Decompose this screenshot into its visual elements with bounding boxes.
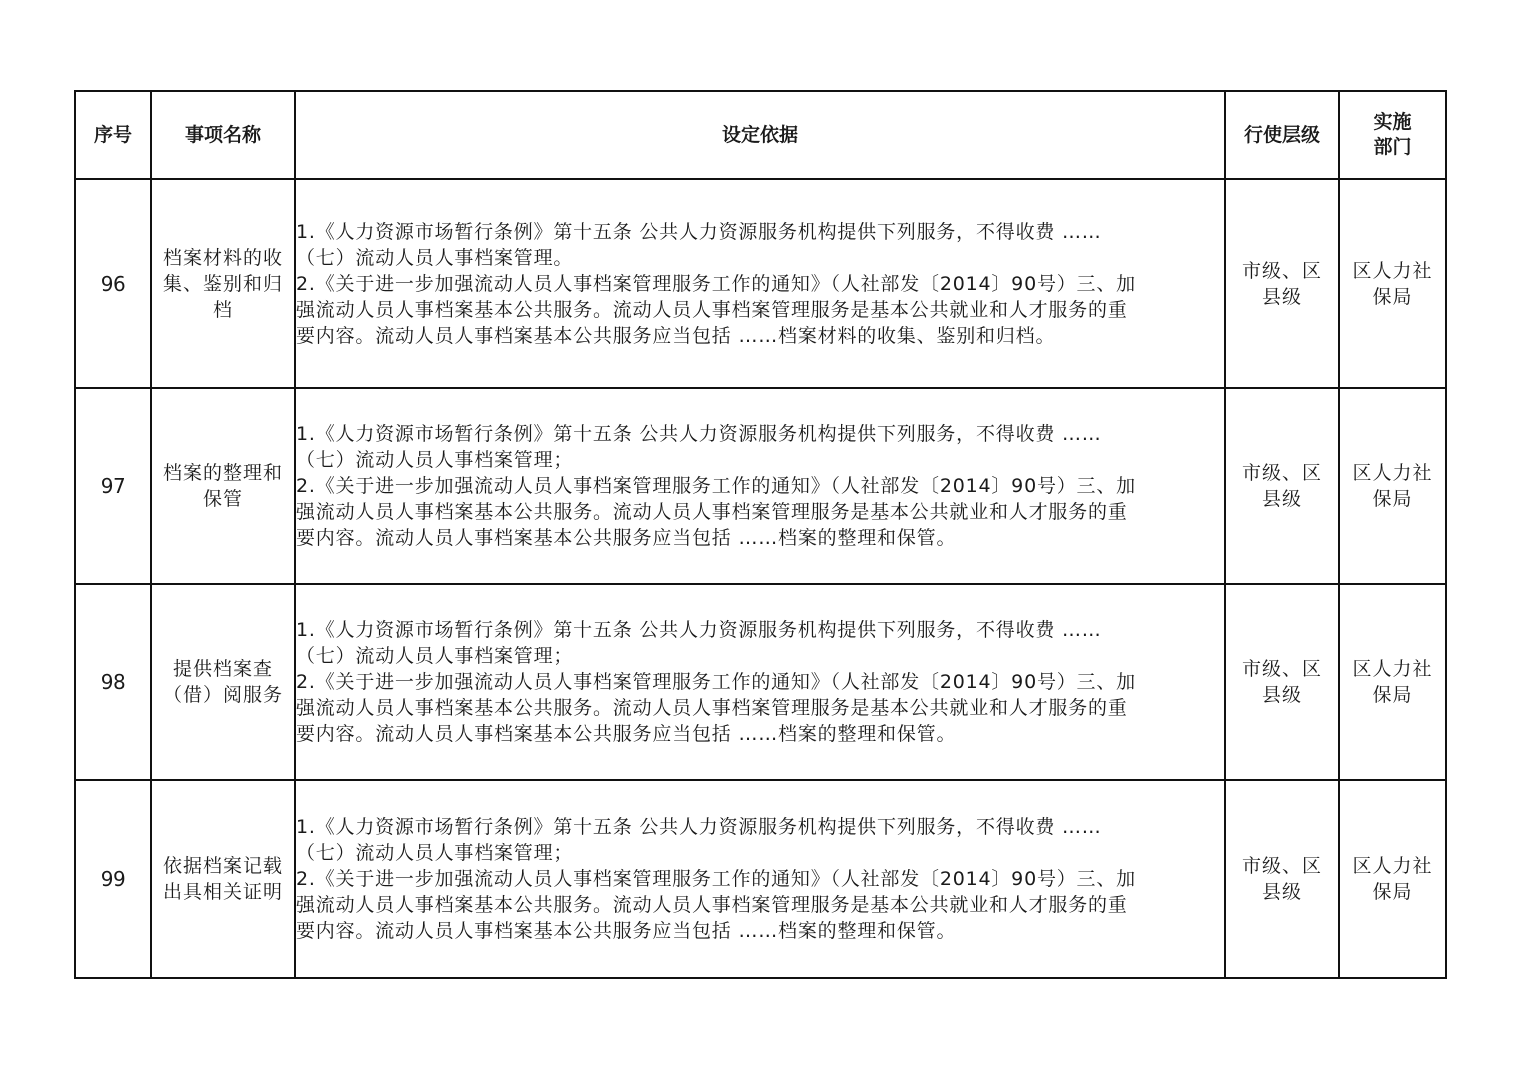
row-level [1225,179,1339,388]
dept-line: 保局 [1372,684,1413,706]
basis-line: （七）流动人员人事档案管理； [296,842,574,864]
item-name-line: 集、鉴别和归 [162,272,283,295]
level-line: 县级 [1261,881,1302,903]
item-name-line: （借）阅服务 [162,684,283,706]
basis-line: （七）流动人员人事档案管理； [296,449,574,471]
header-name: 事项名称 [151,91,295,179]
header-dept-line2: 部门 [1373,136,1412,158]
header-seq: 序号 [75,91,151,179]
basis-line: 2.《关于进一步加强流动人员人事档案管理服务工作的通知》（人社部发〔2014〕90号）三、加 [296,475,1136,497]
dept-line: 区人力社 [1352,658,1433,680]
table-row [75,179,1446,388]
row-level [1225,388,1339,584]
row-basis [295,584,1225,780]
basis-line: 强流动人员人事档案基本公共服务。流动人员人事档案管理服务是基本公共就业和人才服务的重 [296,298,1128,321]
basis-line: 强流动人员人事档案基本公共服务。流动人员人事档案管理服务是基本公共就业和人才服务的重 [296,894,1128,916]
basis-line: 要内容。流动人员人事档案基本公共服务应当包括 ……档案的整理和保管。 [296,920,957,942]
basis-line: 要内容。流动人员人事档案基本公共服务应当包括 ……档案的整理和保管。 [296,527,957,549]
level-line: 县级 [1261,488,1302,510]
row-seq: 99 [75,780,151,978]
table-row [75,584,1446,780]
level-line: 市级、区 [1241,658,1322,680]
basis-line: 1.《人力资源市场暂行条例》第十五条 公共人力资源服务机构提供下列服务，不得收费 …… [296,816,1102,838]
basis-line: 1.《人力资源市场暂行条例》第十五条 公共人力资源服务机构提供下列服务，不得收费 …… [296,619,1102,641]
row-dept [1339,388,1446,584]
row-level [1225,780,1339,978]
basis-line: 要内容。流动人员人事档案基本公共服务应当包括 ……档案材料的收集、鉴别和归档。 [296,324,1056,347]
dept-line: 保局 [1372,881,1413,903]
item-name-line: 档案材料的收 [162,246,283,269]
dept-line: 区人力社 [1352,855,1433,877]
table-header-row [75,91,1446,179]
basis-line: 1.《人力资源市场暂行条例》第十五条 公共人力资源服务机构提供下列服务，不得收费 …… [296,220,1102,243]
dept-line: 区人力社 [1352,259,1433,282]
row-level [1225,584,1339,780]
row-item-name [151,388,295,584]
basis-line: 1.《人力资源市场暂行条例》第十五条 公共人力资源服务机构提供下列服务，不得收费 …… [296,423,1102,445]
header-level: 行使层级 [1225,91,1339,179]
row-dept [1339,179,1446,388]
basis-line: 要内容。流动人员人事档案基本公共服务应当包括 ……档案的整理和保管。 [296,723,957,745]
row-item-name [151,179,295,388]
table-row [75,388,1446,584]
dept-line: 保局 [1372,488,1413,510]
basis-line: （七）流动人员人事档案管理。 [296,246,574,269]
table-row [75,780,1446,978]
basis-line: 强流动人员人事档案基本公共服务。流动人员人事档案管理服务是基本公共就业和人才服务的重 [296,697,1128,719]
row-dept [1339,780,1446,978]
dept-line: 保局 [1372,285,1413,308]
row-dept [1339,584,1446,780]
basis-line: （七）流动人员人事档案管理； [296,645,574,667]
item-name-line: 出具相关证明 [162,881,283,903]
row-basis [295,388,1225,584]
basis-line: 2.《关于进一步加强流动人员人事档案管理服务工作的通知》（人社部发〔2014〕90号）三、加 [296,868,1136,890]
header-dept [1339,91,1446,179]
header-dept-line1: 实施 [1373,111,1412,133]
item-name-line: 档 [212,298,233,321]
level-line: 市级、区 [1241,259,1322,282]
dept-line: 区人力社 [1352,462,1433,484]
service-items-table [74,90,1447,979]
item-name-line: 档案的整理和 [162,462,283,484]
level-line: 县级 [1261,684,1302,706]
basis-line: 2.《关于进一步加强流动人员人事档案管理服务工作的通知》（人社部发〔2014〕90号）三、加 [296,272,1136,295]
item-name-line: 依据档案记载 [162,855,283,877]
row-seq: 97 [75,388,151,584]
basis-line: 强流动人员人事档案基本公共服务。流动人员人事档案管理服务是基本公共就业和人才服务的重 [296,501,1128,523]
item-name-line: 保管 [202,488,243,510]
row-seq: 98 [75,584,151,780]
row-basis [295,780,1225,978]
row-seq: 96 [75,179,151,388]
item-name-line: 提供档案查 [172,658,273,680]
level-line: 市级、区 [1241,462,1322,484]
level-line: 县级 [1261,285,1302,308]
row-basis [295,179,1225,388]
basis-line: 2.《关于进一步加强流动人员人事档案管理服务工作的通知》（人社部发〔2014〕90号）三、加 [296,671,1136,693]
level-line: 市级、区 [1241,855,1322,877]
row-item-name [151,584,295,780]
row-item-name [151,780,295,978]
header-basis: 设定依据 [295,91,1225,179]
